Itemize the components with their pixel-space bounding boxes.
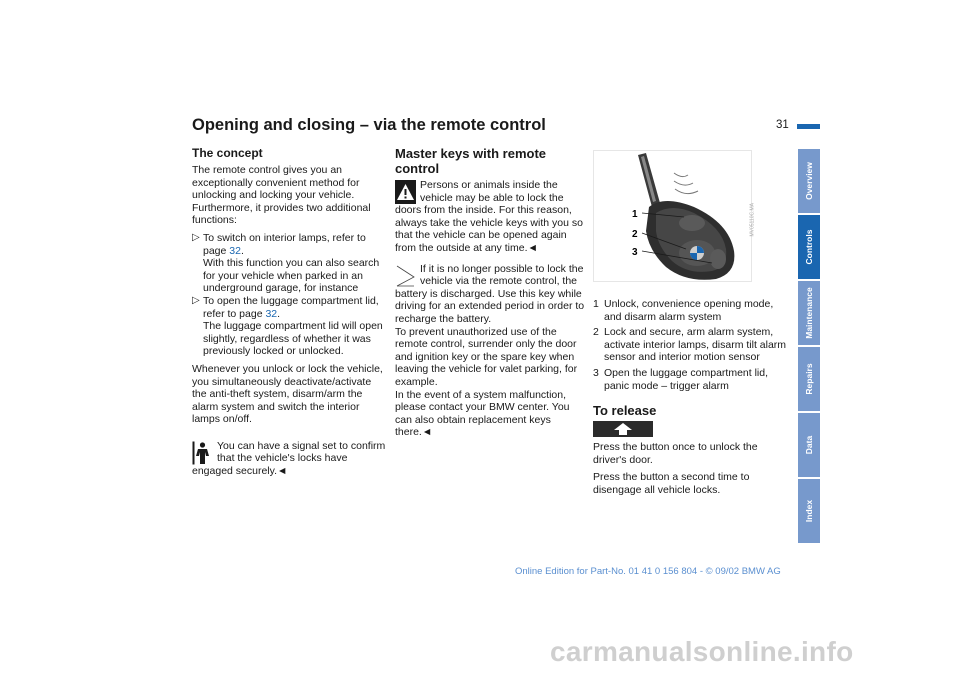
concept-paragraph: Whenever you unlock or lock the vehicle, you simultaneously deactivate/activate the anti-theft system, disarm/arm the alarm system and switch the interior lamps on/off. xyxy=(192,362,383,426)
page-title: Opening and closing – via the remote control xyxy=(192,116,546,134)
footer-edition: Online Edition for Part-No. 01 41 0 156 804 - © 09/02 BMW AG xyxy=(515,566,781,577)
tip-text: You can have a signal set to confirm that the vehicle's locks have engaged securely.◄ xyxy=(192,439,386,478)
master-keys-column xyxy=(395,146,585,439)
bullet-luggage-extra: The luggage compartment lid will open slightly, regardless of whether it was previously locked or unlocked. xyxy=(203,320,383,358)
list-item-number: 1 xyxy=(593,298,599,310)
page-number: 31 xyxy=(776,119,789,131)
page-link-32[interactable]: 32 xyxy=(229,244,241,257)
concept-heading: The concept xyxy=(192,146,263,160)
tab-data-label: Data xyxy=(804,435,814,455)
list-item-number: 3 xyxy=(593,366,599,379)
release-heading: To release xyxy=(593,403,657,419)
note-text-valet: To prevent unauthorized use of the remote control, surrender only the door and ignition key or the spare key when leaving the vehicle for valet parking, for example. xyxy=(395,325,578,388)
list-item xyxy=(593,298,788,323)
tab-overview[interactable] xyxy=(798,149,820,213)
note-text-malfunction: In the event of a system malfunction, please contact your BMW center. You can also obtain replacement keys there.◄ xyxy=(395,388,570,439)
page-number-bar xyxy=(797,124,820,129)
note-notice xyxy=(395,263,585,326)
triangle-bullet-icon: ▷ xyxy=(192,294,200,306)
release-text-twice: Press the button a second time to disengage all vehicle locks. xyxy=(593,471,750,496)
list-item-number: 2 xyxy=(593,326,599,339)
concept-column xyxy=(192,146,386,478)
figure-label-1: 1 xyxy=(632,209,638,220)
warning-text: Persons or animals inside the vehicle may be able to lock the doors from the inside. For this reason, always take the vehicle keys with you so that the vehicle can be opened again from the outside at any time.◄ xyxy=(395,179,583,254)
tab-maintenance[interactable] xyxy=(798,281,820,345)
list-item xyxy=(593,367,788,392)
note-icon xyxy=(395,264,416,288)
page-link-32[interactable]: 32 xyxy=(265,307,278,320)
remote-key-illustration xyxy=(594,151,751,281)
list-item-text: Lock and secure, arm alarm system, activate interior lamps, disarm tilt alarm sensor and interior motion sensor xyxy=(604,326,787,364)
list-item xyxy=(593,326,788,364)
release-text-once: Press the button once to unlock the driver's door. xyxy=(593,441,758,466)
tab-controls[interactable] xyxy=(798,215,820,279)
tab-index[interactable] xyxy=(798,479,820,543)
bullet-interior-lamps-text: To switch on interior lamps, refer to page xyxy=(203,231,366,257)
remote-column xyxy=(593,146,788,497)
remote-control-figure xyxy=(593,150,756,282)
warning-triangle-icon xyxy=(395,180,416,204)
unlock-arrow-icon xyxy=(612,422,634,436)
note-text-battery: If it is no longer possible to lock the vehicle via the remote control, the battery is discharged. Use this key while driving for an extended period in order to recharge the battery. xyxy=(395,262,585,325)
figure-label-2: 2 xyxy=(632,229,638,240)
list-item-text: Unlock, convenience opening mode, and disarm alarm system xyxy=(604,298,774,323)
unlock-button-image xyxy=(593,421,653,437)
warning-notice xyxy=(395,179,585,255)
bullet-luggage-text: To open the luggage compartment lid, refer to page xyxy=(203,294,379,320)
tip-notice xyxy=(192,440,386,478)
tab-data[interactable] xyxy=(798,413,820,477)
bullet-interior-lamps-extra: With this function you can also search for your vehicle when parked in an underground garage, for instance xyxy=(203,257,380,295)
list-item-text: Open the luggage compartment lid, panic mode – trigger alarm xyxy=(604,366,769,392)
tab-repairs-label: Repairs xyxy=(804,363,814,395)
triangle-bullet-icon: ▷ xyxy=(192,231,200,243)
tab-maintenance-label: Maintenance xyxy=(804,287,814,339)
section-tabs xyxy=(798,149,820,545)
bullet-luggage-compartment: ▷ To open the luggage compartment lid, refer to page 32. The luggage compartment lid will open slightly, regardless of whether it was previously locked or unlocked. xyxy=(192,294,383,358)
tab-index-label: Index xyxy=(804,499,814,523)
tab-repairs[interactable] xyxy=(798,347,820,411)
watermark: carmanualsonline.info xyxy=(550,636,854,667)
figure-code: MV05110C.MA xyxy=(750,203,756,237)
remote-functions-list xyxy=(593,298,788,392)
person-tip-icon xyxy=(192,441,213,465)
master-keys-heading: Master keys with remote control xyxy=(395,146,547,176)
tab-controls-label: Controls xyxy=(804,229,814,265)
figure-label-3: 3 xyxy=(632,247,638,258)
tab-overview-label: Overview xyxy=(804,162,814,200)
concept-intro: The remote control gives you an exceptionally convenient method for unlocking and locking your vehicle. Furthermore, it provides two additional functions: xyxy=(192,164,371,227)
bullet-interior-lamps: ▷ To switch on interior lamps, refer to page 32. With this function you can also search for your vehicle when parked in an underground garage, for instance xyxy=(192,231,380,295)
